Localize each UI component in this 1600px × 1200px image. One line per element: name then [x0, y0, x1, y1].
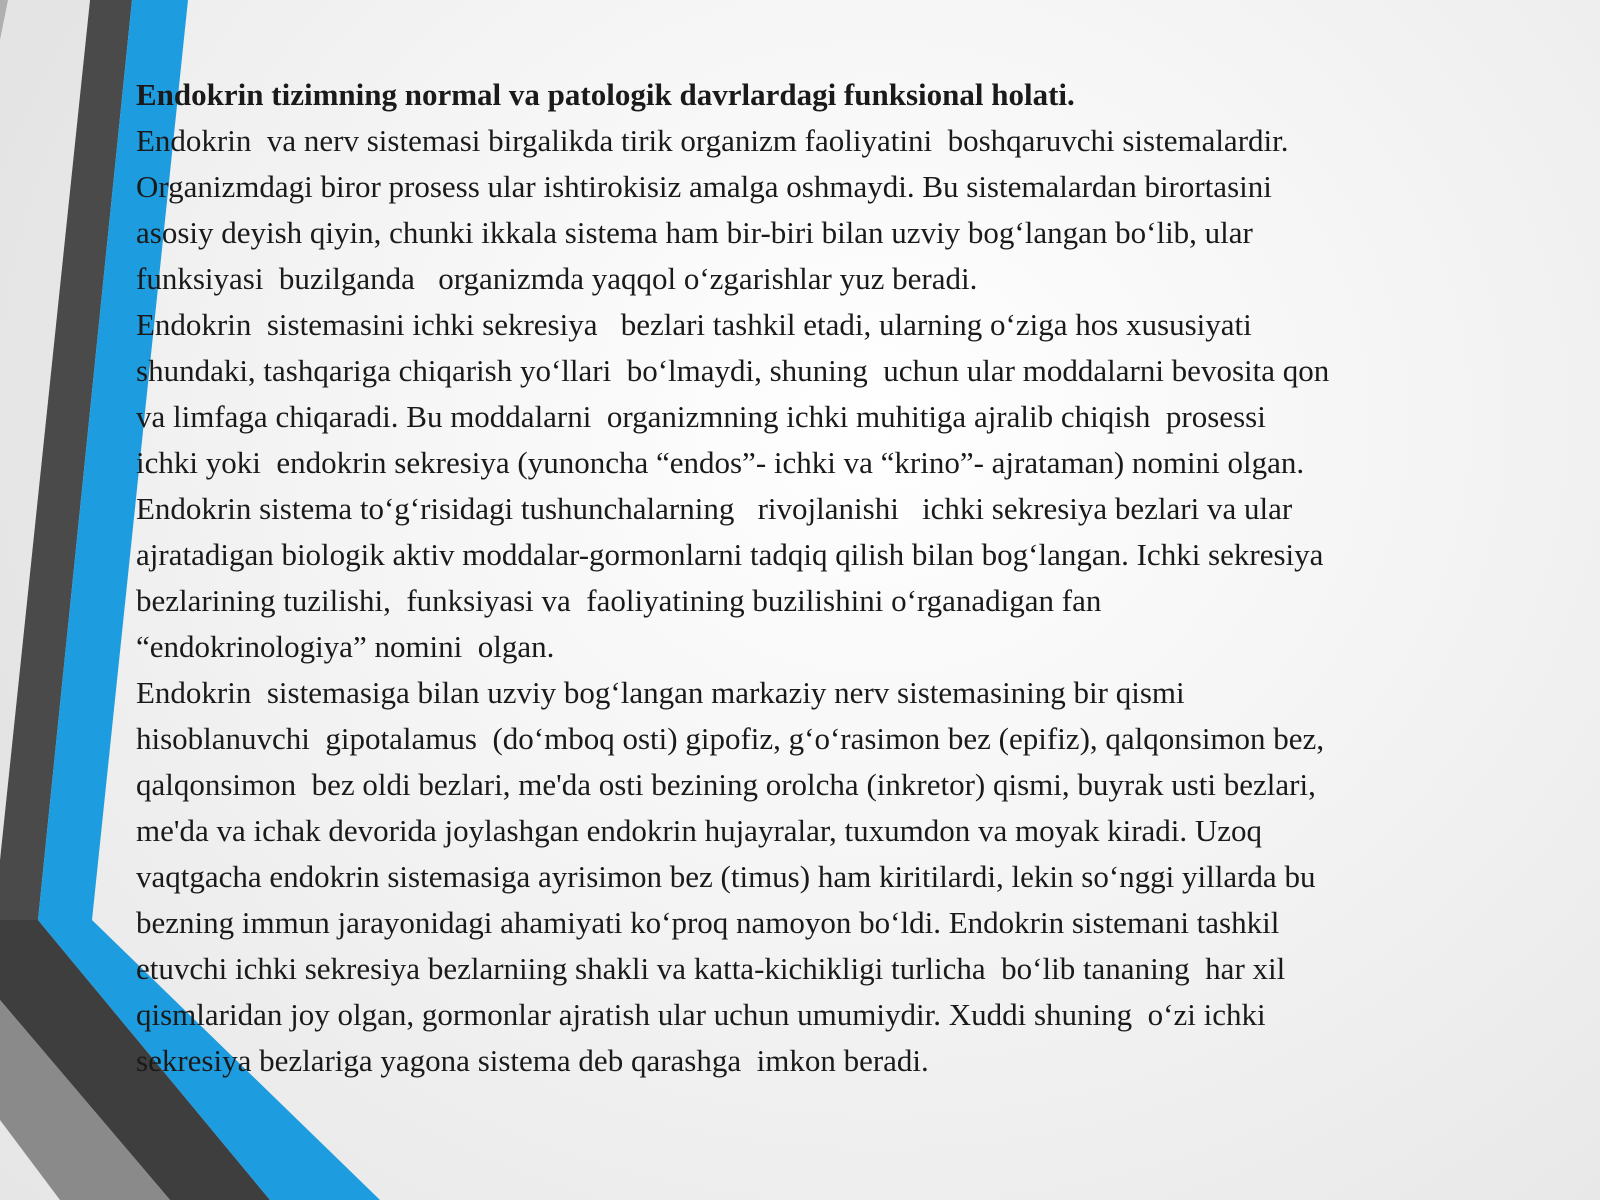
text-line: Endokrin sistema to‘g‘risidagi tushunchalarning rivojlanishi ichki sekresiya bezlari va ular	[136, 491, 1293, 526]
text-line: ichki yoki endokrin sekresiya (yunoncha “endos”- ichki va “krino”- ajrataman) nomini olgan.	[136, 445, 1305, 480]
text-line: Organizmdagi biror prosess ular ishtirokisiz amalga oshmaydi. Bu sistemalardan birortasini	[136, 169, 1272, 204]
text-line: funksiyasi buzilganda organizmda yaqqol o‘zgarishlar yuz beradi.	[136, 261, 978, 296]
text-line: bezning immun jarayonidagi ahamiyati ko‘proq namoyon bo‘ldi. Endokrin sistemani tashkil	[136, 905, 1280, 940]
text-line: Endokrin va nerv sistemasi birgalikda tirik organizm faoliyatini boshqaruvchi sistemalardir.	[136, 123, 1289, 158]
text-line: me'da va ichak devorida joylashgan endokrin hujayralar, tuxumdon va moyak kiradi. Uzoq	[136, 813, 1263, 848]
text-line: “endokrinologiya” nomini olgan.	[136, 629, 555, 664]
text-line: hisoblanuvchi gipotalamus (do‘mboq osti) gipofiz, g‘o‘rasimon bez (epifiz), qalqonsimon bez,	[136, 721, 1325, 756]
slide-title: Endokrin tizimning normal va patologik davrlardagi funksional holati.	[136, 77, 1075, 112]
text-line: etuvchi ichki sekresiya bezlarniing shakli va katta-kichikligi turlicha bo‘lib tananing har xil	[136, 951, 1286, 986]
text-line: qismlaridan joy olgan, gormonlar ajratish ular uchun umumiydir. Xuddi shuning o‘zi ichki	[136, 997, 1266, 1032]
text-line: asosiy deyish qiyin, chunki ikkala sistema ham bir-biri bilan uzviy bog‘langan bo‘lib, ular	[136, 215, 1253, 250]
text-line: vaqtgacha endokrin sistemasiga ayrisimon bez (timus) ham kiritilardi, lekin so‘nggi yillarda bu	[136, 859, 1316, 894]
text-line: sekresiya bezlariga yagona sistema deb qarashga imkon beradi.	[136, 1043, 929, 1078]
text-line: ajratadigan biologik aktiv moddalar-gormonlarni tadqiq qilish bilan bog‘langan. Ichki sekresiya	[136, 537, 1324, 572]
text-line: shundaki, tashqariga chiqarish yo‘llari bo‘lmaydi, shuning uchun ular moddalarni bevosita qon	[136, 353, 1330, 388]
text-line: va limfaga chiqaradi. Bu moddalarni organizmning ichki muhitiga ajralib chiqish prosessi	[136, 399, 1266, 434]
text-line: Endokrin sistemasiga bilan uzviy bog‘langan markaziy nerv sistemasining bir qismi	[136, 675, 1185, 710]
text-line: bezlarining tuzilishi, funksiyasi va faoliyatining buzilishini o‘rganadigan fan	[136, 583, 1102, 618]
text-line: qalqonsimon bez oldi bezlari, me'da osti bezining orolcha (inkretor) qismi, buyrak usti bezlari,	[136, 767, 1316, 802]
text-line: Endokrin sistemasini ichki sekresiya bezlari tashkil etadi, ularning o‘ziga hos xususiyati	[136, 307, 1252, 342]
content-text	[136, 72, 1536, 1084]
